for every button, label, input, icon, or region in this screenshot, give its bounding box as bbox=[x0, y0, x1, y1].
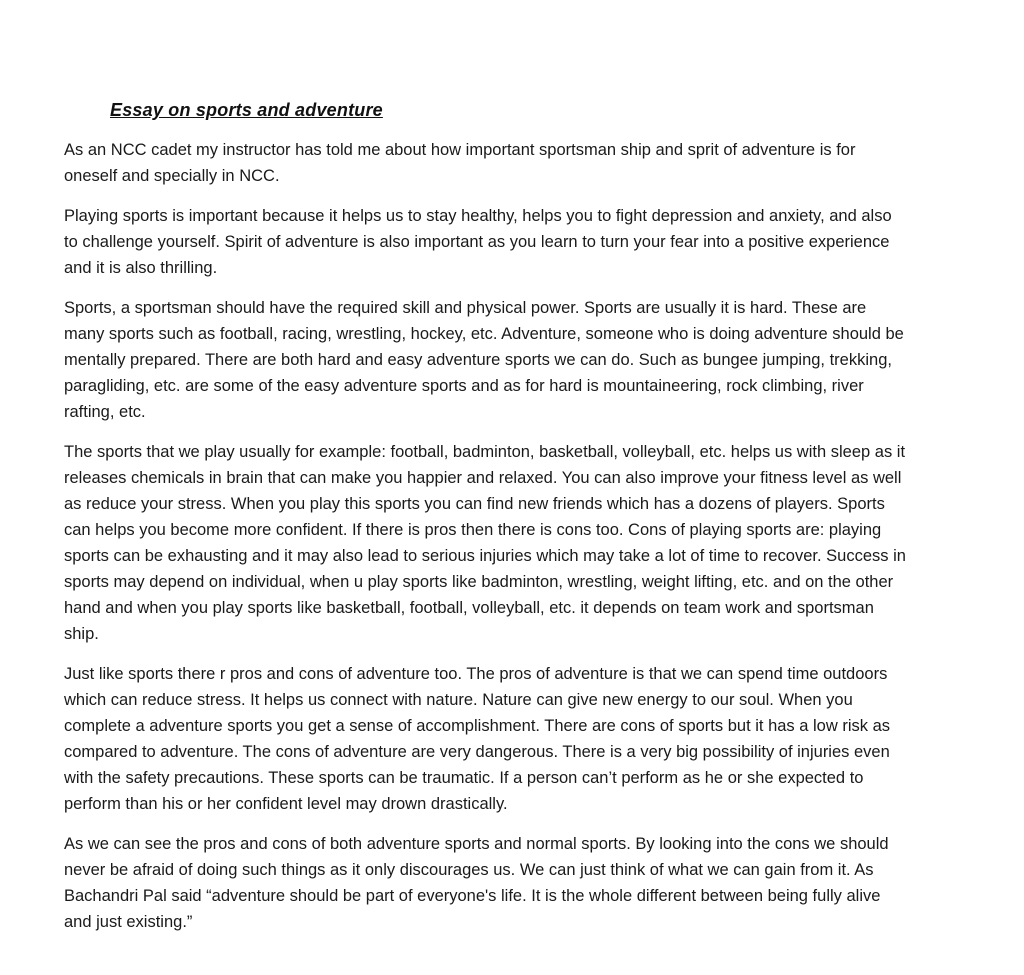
essay-paragraph-sports-pros-cons: The sports that we play usually for example: football, badminton, basketball, volleyball, etc. helps us with sleep as it releases chemicals in brain that can make you happier and relaxed. You can also improve your fitness level as well as reduce your stress. When you play this sports you can find new friends which has a dozens of players. Sports can helps you become more confident. If there is pros then there is cons too. Cons of playing sports are: playing sports can be exhausting and it may also lead to serious injuries which may take a lot of time to recover. Success in sports may depend on individual, when u play sports like badminton, wrestling, weight lifting, etc. and on the other hand and when you play sports like basketball, football, volleyball, etc. it depends on team work and sportsman ship. bbox=[64, 443, 906, 643]
essay-paragraph-adventure-pros-cons: Just like sports there r pros and cons of adventure too. The pros of adventure is that we can spend time outdoors which can reduce stress. It helps us connect with nature. Nature can give new energy to our soul. When you complete a adventure sports you get a sense of accomplishment. There are cons of sports but it has a low risk as compared to adventure. The cons of adventure are very dangerous. There is a very big possibility of injuries even with the safety precautions. These sports can be traumatic. If a person can’t perform as he or she expected to perform than his or her confident level may drown drastically. bbox=[64, 665, 891, 813]
essay-title: Essay on sports and adventure bbox=[110, 100, 383, 120]
essay-paragraph-sports-vs-adventure: Sports, a sportsman should have the required skill and physical power. Sports are usually it is hard. These are many sports such as football, racing, wrestling, hockey, etc. Adventure, someone who is doing adventure should be mentally prepared. There are both hard and easy adventure sports we can do. Such as bungee jumping, trekking, paragliding, etc. are some of the easy adventure sports and as for hard is mountaineering, rock climbing, river rafting, etc. bbox=[64, 299, 904, 421]
essay-paragraph-conclusion: As we can see the pros and cons of both adventure sports and normal sports. By looking into the cons we should never be afraid of doing such things as it only discourages us. We can just think of what we can gain from it. As Bachandri Pal said “adventure should be part of everyone's life. It is the whole different between being fully alive and just existing.” bbox=[64, 835, 889, 931]
essay-paragraph-intro: As an NCC cadet my instructor has told me about how important sportsman ship and sprit of adventure is for oneself and specially in NCC. bbox=[64, 141, 856, 185]
essay-paragraph-importance: Playing sports is important because it helps us to stay healthy, helps you to fight depression and anxiety, and also to challenge yourself. Spirit of adventure is also important as you learn to turn your fear into a positive experience and it is also thrilling. bbox=[64, 207, 892, 277]
essay-body bbox=[64, 100, 906, 935]
